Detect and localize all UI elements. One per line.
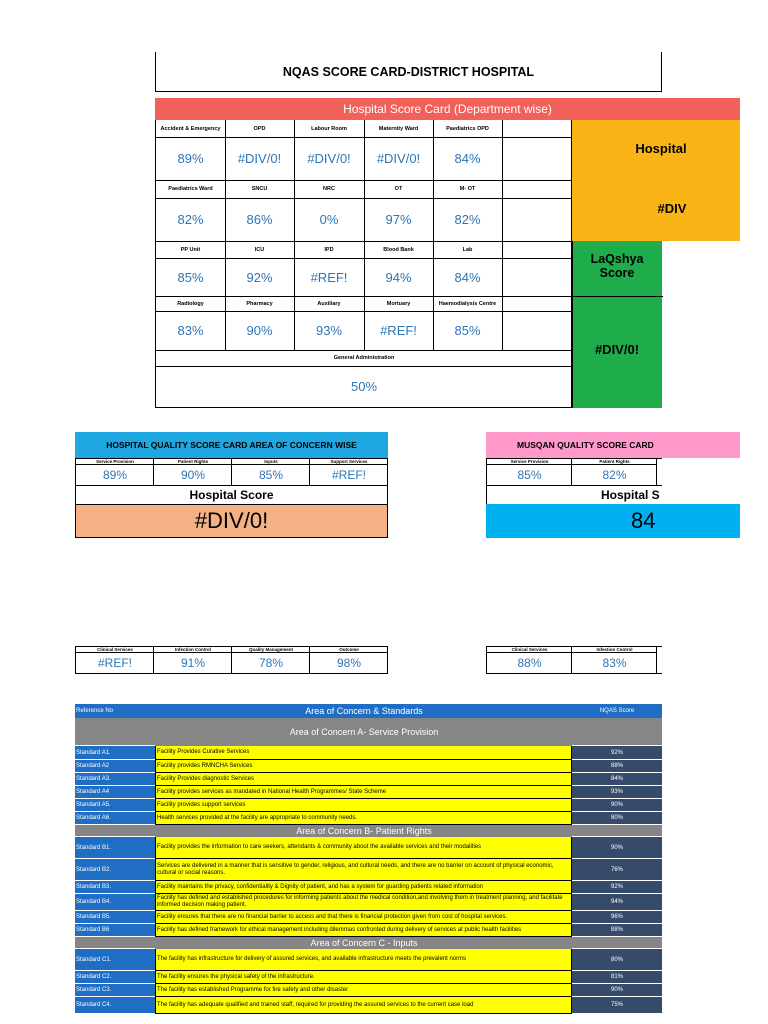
standard-description: Facility has defined and established procedures for informing patients about the medical condition,and involving them in treatment planning, and facilitate informed decision making patient. (155, 894, 572, 911)
musqan-score-title-text: Hospital S (601, 488, 660, 502)
department-label: NRC (323, 186, 335, 192)
standard-ref: Standard B1. (75, 837, 155, 859)
department-label: Haemodialysis Centre (438, 300, 497, 307)
standard-ref: Standard C1. (75, 949, 155, 971)
department-score: 92% (246, 269, 273, 285)
section-header-row (75, 718, 662, 746)
standard-ref: Standard A6. (75, 812, 155, 825)
standard-ref: Standard B5. (75, 911, 155, 924)
department-label: OT (394, 186, 403, 192)
standard-ref: Standard A4 (75, 786, 155, 799)
hospital-score-title (75, 486, 388, 504)
standard-score: 81% (572, 971, 662, 984)
standard-description: Facility ensures that there are no financial barrier to access and that there is financial protection given from cost of hospital services. (155, 911, 572, 924)
score-cell (232, 459, 310, 485)
standard-score: 76% (572, 859, 662, 881)
department-label: Radiology (177, 300, 204, 307)
standard-ref: Standard B3. (75, 881, 155, 894)
department-label: Labour Room (311, 125, 347, 132)
hospital-score-value: #DIV (657, 200, 687, 216)
score-cell-label: Quality Management (232, 647, 310, 653)
musqan-aoc-table-2 (486, 646, 662, 674)
department-score: #REF! (380, 323, 417, 338)
laqshya-score-label: LaQshya Score (590, 252, 644, 280)
musqan-score-title (486, 486, 662, 504)
standard-ref: Standard C2. (75, 971, 155, 984)
score-cell-label: Service Provision (76, 459, 154, 465)
department-label: Auxiliary (317, 300, 341, 307)
hospital-aoc-score-text: #DIV/0! (194, 508, 269, 533)
standard-row (75, 760, 662, 773)
department-label: Pharmacy (246, 300, 273, 307)
laqshya-score-box (572, 241, 662, 408)
score-cell (76, 459, 154, 485)
standard-row (75, 859, 662, 881)
standard-score: 80% (572, 812, 662, 825)
scorecard-title: NQAS SCORE CARD-DISTRICT HOSPITAL (282, 64, 535, 79)
musqan-aoc-header (486, 432, 740, 458)
standard-row (75, 924, 662, 937)
department-score: #DIV/0! (307, 151, 351, 166)
standard-ref: Standard A5. (75, 799, 155, 812)
score-cell-value: 98% (336, 656, 362, 670)
standard-row (75, 799, 662, 812)
standard-description: Facility provides RMNCHA Services (155, 760, 572, 773)
standard-score: 90% (572, 837, 662, 859)
standard-description: Facility Provides Curative Services (155, 746, 572, 760)
department-label: Mortuary (386, 300, 411, 307)
laqshya-score-value: #DIV/0! (594, 341, 640, 357)
department-score-grid (155, 120, 572, 408)
score-cell (572, 459, 657, 485)
standard-description: The facility has established Programme for fire safety and other disaster (155, 984, 572, 997)
score-cell (310, 647, 388, 673)
standard-description: The facility has adequate qualified and trained staff, required for providing the assured services to the current case load (155, 997, 572, 1014)
score-cell-label: Patient Rights (572, 459, 657, 465)
standard-row (75, 786, 662, 799)
standard-score: 93% (572, 786, 662, 799)
standard-description: Facility provides services as mandated in National Health Programmes/ State Scheme (155, 786, 572, 799)
standard-score: 80% (572, 949, 662, 971)
musqan-aoc-title: MUSQAN QUALITY SCORE CARD (517, 440, 654, 450)
department-score: 85% (454, 323, 481, 338)
department-label: M- OT (459, 186, 476, 192)
department-score: 86% (246, 212, 273, 227)
standard-ref: Standard A3. (75, 773, 155, 786)
standard-ref: Standard B4. (75, 894, 155, 911)
hospital-aoc-title: HOSPITAL QUALITY SCORE CARD AREA OF CONCERN WISE (106, 440, 357, 450)
score-cell (154, 459, 232, 485)
standard-row (75, 971, 662, 984)
score-cell-value: 83% (602, 656, 627, 670)
standard-score: 92% (572, 881, 662, 894)
score-cell-value: 89% (102, 468, 128, 482)
department-score: 82% (177, 212, 204, 227)
section-header-row (75, 825, 662, 837)
department-label: Lab (462, 246, 473, 253)
standards-header-row (75, 704, 662, 718)
score-column-header: NQAS Score (572, 704, 662, 718)
standard-row (75, 837, 662, 859)
score-cell (487, 459, 572, 485)
department-label: SNCU (251, 186, 268, 192)
standard-ref: Standard B6 (75, 924, 155, 937)
standard-score: 75% (572, 997, 662, 1014)
score-cell-value: 78% (258, 656, 284, 670)
standard-row (75, 997, 662, 1014)
standard-row (75, 949, 662, 971)
standard-description: Facility has defined framework for ethical management including dilemmas confronted during delivery of services at public health facilities (155, 924, 572, 937)
department-label: IPD (324, 246, 334, 253)
standard-score: 88% (572, 760, 662, 773)
score-cell-label: Outcome (310, 647, 388, 653)
score-cell-value: #REF! (331, 468, 366, 482)
score-cell (154, 647, 232, 673)
standard-description: Facility Provides diagnostic Services (155, 773, 572, 786)
standard-score: 84% (572, 773, 662, 786)
score-cell-label: Inputs (232, 459, 310, 465)
section-title: Area of Concern B- Patient Rights (155, 825, 572, 837)
standard-score: 94% (572, 894, 662, 911)
general-admin-label: General Administration (333, 355, 395, 361)
department-label: Paediatrics OPD (446, 125, 489, 132)
musqan-aoc-score-value (486, 504, 740, 538)
standard-score: 92% (572, 746, 662, 760)
score-cell-value: #REF! (97, 656, 132, 670)
musqan-aoc-score-text: 84 (631, 508, 656, 533)
department-score: 0% (319, 212, 339, 227)
department-label: Accident & Emergency (160, 125, 221, 132)
standard-description: Services are delivered in a manner that is sensitive to gender, religious, and cultural needs, and there are no barrier on account of physical economic, cultural or social reasons. (155, 859, 572, 881)
hospital-score-title-text: Hospital Score (189, 488, 274, 502)
department-label: ICU (254, 246, 265, 253)
department-label: Maternity Ward (378, 125, 419, 132)
score-cell-value: 82% (602, 468, 627, 482)
department-score: 89% (177, 151, 204, 166)
standard-description: Facility maintains the privacy, confidentiality & Dignity of patient, and has a system for guarding patients related information (155, 881, 572, 894)
hospital-score-box (572, 120, 740, 241)
department-score: 90% (246, 323, 273, 338)
department-score: 82% (454, 212, 481, 227)
hospital-score-label: Hospital (635, 140, 687, 156)
department-score: 84% (454, 151, 481, 166)
standard-ref: Standard B2. (75, 859, 155, 881)
score-cell-value: 85% (517, 468, 542, 482)
score-cell-value: 91% (180, 656, 206, 670)
department-score: 83% (177, 323, 204, 338)
standard-ref: Standard C3. (75, 984, 155, 997)
department-score: 84% (454, 269, 481, 285)
standard-description: Health services provided at the facility are appropriate to community needs. (155, 812, 572, 825)
score-cell-label: Infection Control (572, 647, 657, 653)
standard-description: Facility provides the information to care seekers, attendants & community about the available services and their modalities (155, 837, 572, 859)
standard-ref: Standard A1. (75, 746, 155, 760)
hospital-aoc-table-2 (75, 646, 388, 674)
standard-row (75, 894, 662, 911)
standard-row (75, 812, 662, 825)
standard-row (75, 984, 662, 997)
department-score-header (155, 98, 740, 120)
section-title: Area of Concern A- Service Provision (155, 718, 572, 746)
score-cell-label: Clinical Services (487, 647, 572, 653)
general-admin-score: 50% (350, 379, 378, 394)
score-cell-label: Support Services (310, 459, 388, 465)
hospital-aoc-header (75, 432, 388, 458)
hospital-aoc-score-value (75, 504, 388, 538)
score-cell (572, 647, 657, 673)
department-score: 85% (177, 269, 204, 285)
score-cell-value: 88% (517, 656, 542, 670)
department-label: Blood Bank (383, 246, 414, 253)
standard-ref: Standard A2 (75, 760, 155, 773)
department-score: 97% (385, 212, 412, 227)
standard-row (75, 881, 662, 894)
standard-row (75, 911, 662, 924)
department-label: Paediatrics Ward (168, 186, 213, 192)
score-cell (76, 647, 154, 673)
standard-row (75, 773, 662, 786)
standard-description: Facility provides support services (155, 799, 572, 812)
page-title (155, 52, 662, 92)
score-cell-value: 90% (180, 468, 206, 482)
section-title: Area of Concern C - Inputs (155, 937, 572, 949)
department-label: PP Unit (180, 246, 201, 253)
standard-score: 90% (572, 984, 662, 997)
standard-ref: Standard C4. (75, 997, 155, 1014)
ref-column-header: Reference No (75, 704, 155, 718)
score-cell-label: Service Provision (487, 459, 572, 465)
score-cell-label: Patient Rights (154, 459, 232, 465)
department-label: OPD (253, 125, 266, 132)
standard-description: The facility ensures the physical safety of the infrastructure. (155, 971, 572, 984)
standard-score: 88% (572, 924, 662, 937)
department-score: 94% (385, 269, 412, 285)
standard-description: The facility has infrastructure for delivery of assured services, and available infrastructure meets the prevalent norms (155, 949, 572, 971)
area-column-header: Area of Concern & Standards (155, 704, 572, 718)
department-score: #DIV/0! (376, 151, 421, 166)
score-cell-value: 85% (258, 468, 284, 482)
standard-score: 90% (572, 799, 662, 812)
score-cell-label: Infection Control (154, 647, 232, 653)
score-cell (310, 459, 388, 485)
department-score: #DIV/0! (237, 151, 282, 166)
score-cell (232, 647, 310, 673)
standard-row (75, 746, 662, 760)
score-cell-label: Clinical Services (76, 647, 154, 653)
hospital-aoc-table-1 (75, 458, 388, 486)
musqan-aoc-table-1 (486, 458, 662, 486)
standard-score: 96% (572, 911, 662, 924)
score-cell (487, 647, 572, 673)
department-score-header-label: Hospital Score Card (Department wise) (343, 102, 552, 116)
department-score: 93% (315, 323, 343, 338)
department-score: #REF! (310, 269, 348, 285)
section-header-row (75, 937, 662, 949)
